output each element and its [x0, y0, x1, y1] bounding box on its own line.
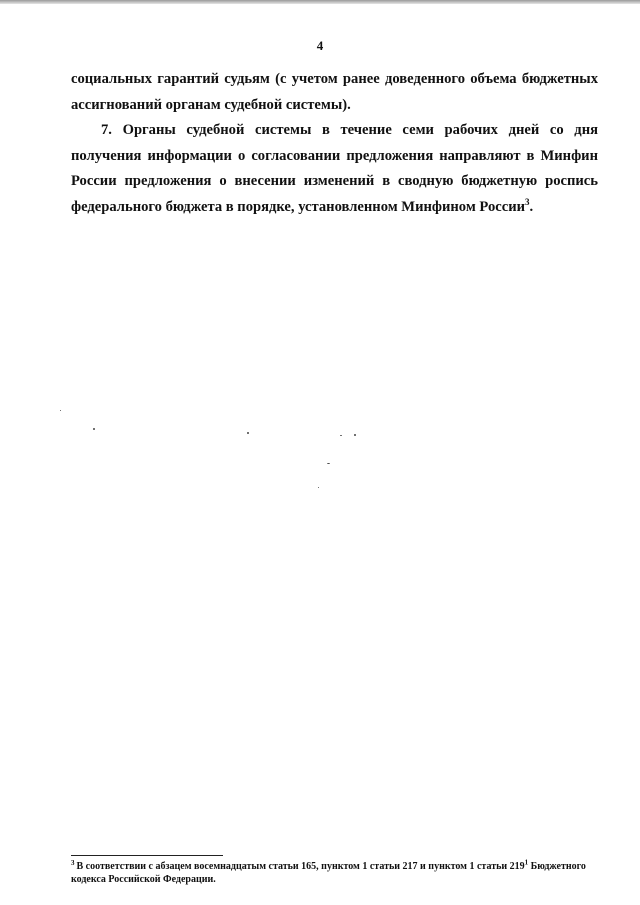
- scan-speck: [93, 428, 95, 430]
- footnote-text: В соответствии с абзацем восемнадцатым статьи 165, пунктом 1 статьи 217 и пунктом 1 статьи 219: [76, 861, 525, 872]
- footnote: [71, 860, 598, 886]
- scan-speck: [318, 487, 319, 488]
- paragraph-7-end: .: [529, 198, 534, 215]
- document-body: [71, 67, 598, 221]
- scan-top-edge: [0, 0, 640, 4]
- paragraph-7-text: 7. Органы судебной системы в течение семи рабочих дней со дня получения информации о согласовании предложения направляют в Минфин России предложения о внесении изменений в сводную бюджетную роспись федерального бюджета в порядке, установленном Минфином России: [71, 122, 598, 215]
- scan-speck: [247, 432, 249, 434]
- paragraph-continuation: социальных гарантий судьям (с учетом ранее доведенного объема бюджетных ассигнований органам судебной системы).: [71, 71, 598, 113]
- footnote-marker: 3: [71, 858, 75, 867]
- footnote-reference[interactable]: 3: [525, 197, 530, 208]
- paragraph-7: [71, 118, 598, 220]
- scan-speck: [60, 410, 61, 411]
- footnote-text-end: Бюджетного кодекса Российской Федерации.: [71, 861, 586, 885]
- footnote-separator: [71, 855, 223, 856]
- scan-speck: [354, 434, 356, 436]
- footnote-article-superscript: 1: [524, 858, 529, 867]
- scan-speck: [340, 435, 342, 436]
- page-number: 4: [316, 38, 324, 53]
- scan-speck: [327, 463, 330, 464]
